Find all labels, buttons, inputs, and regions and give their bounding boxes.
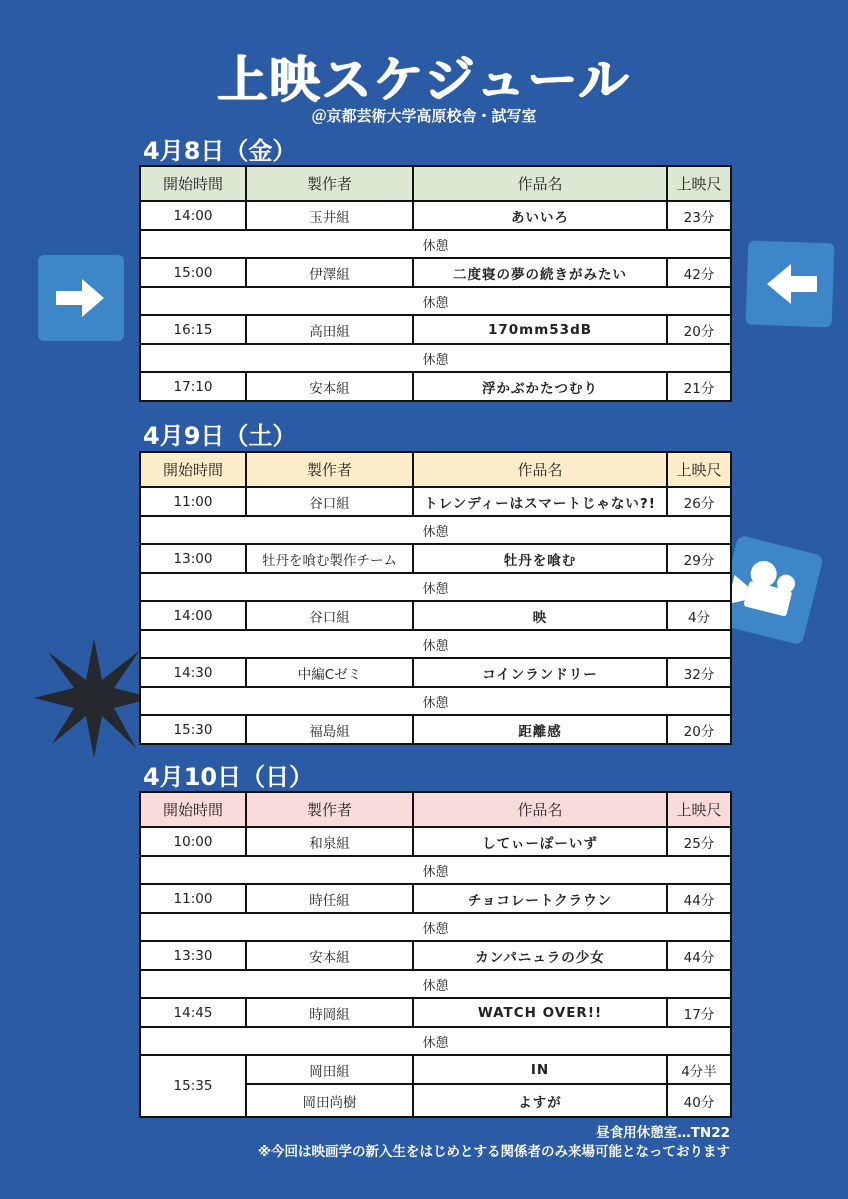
maker: 福島組 [246,715,413,744]
length: 44分 [667,884,731,913]
length: 32分 [667,658,731,687]
table-header-row [140,166,731,201]
day-heading-apr9: 4月9日（土） [143,422,297,450]
work-title: IN [413,1055,667,1084]
table-row [140,201,731,230]
start-time: 13:00 [140,544,246,573]
maker: 岡田組 [246,1055,413,1084]
break-row [140,344,731,372]
start-time: 11:00 [140,884,246,913]
arrow-right-icon [38,255,124,341]
break-label: 休憩 [140,1027,731,1055]
header-maker: 製作者 [246,792,413,827]
length: 4分 [667,601,731,630]
length: 40分 [667,1084,731,1117]
break-label: 休憩 [140,573,731,601]
page-title: 上映スケジュール [217,51,631,109]
access-note: ※今回は映画学の新入生をはじめとする関係者のみ来場可能となっております [257,1144,730,1160]
arrow-left-icon [745,238,837,330]
work-title: チョコレートクラウン [413,884,667,913]
table-row [140,941,731,970]
break-label: 休憩 [140,970,731,998]
start-time: 13:30 [140,941,246,970]
header-length: 上映尺 [667,166,731,201]
break-label: 休憩 [140,687,731,715]
header-start-time: 開始時間 [140,452,246,487]
length: 21分 [667,372,731,401]
start-time: 17:10 [140,372,246,401]
work-title: 浮かぶかたつむり [413,372,667,401]
table-row [140,658,731,687]
lunch-room-note: 昼食用休憩室…TN22 [596,1125,730,1141]
length: 25分 [667,827,731,856]
break-label: 休憩 [140,856,731,884]
table-row [140,487,731,516]
schedule-table-apr9 [139,451,732,745]
starburst-icon [32,636,156,760]
maker: 高田組 [246,315,413,344]
header-work: 作品名 [413,166,667,201]
day-heading-apr10: 4月10日（日） [143,763,314,791]
start-time: 11:00 [140,487,246,516]
table-row [140,544,731,573]
break-row [140,913,731,941]
break-label: 休憩 [140,230,731,258]
maker: 伊澤組 [246,258,413,287]
table-row [140,601,731,630]
table-row [140,884,731,913]
work-title: カンパニュラの少女 [413,941,667,970]
break-row [140,287,731,315]
header-start-time: 開始時間 [140,792,246,827]
table-header-row [140,452,731,487]
table-row [140,715,731,744]
work-title: 二度寝の夢の続きがみたい [413,258,667,287]
break-row [140,573,731,601]
maker: 安本組 [246,941,413,970]
work-title: 映 [413,601,667,630]
length: 26分 [667,487,731,516]
header-length: 上映尺 [667,452,731,487]
table-row [140,1055,731,1084]
maker: 時任組 [246,884,413,913]
header-maker: 製作者 [246,166,413,201]
break-row [140,630,731,658]
schedule-table-apr10 [139,791,732,1118]
work-title: コインランドリー [413,658,667,687]
header-start-time: 開始時間 [140,166,246,201]
maker: 玉井組 [246,201,413,230]
work-title: トレンディーはスマートじゃない?! [413,487,667,516]
break-label: 休憩 [140,913,731,941]
start-time: 15:35 [140,1055,246,1117]
start-time: 16:15 [140,315,246,344]
work-title: あいいろ [413,201,667,230]
break-label: 休憩 [140,630,731,658]
work-title: してぃーぽーいず [413,827,667,856]
break-row [140,1027,731,1055]
maker: 谷口組 [246,487,413,516]
maker: 牡丹を喰む製作チーム [246,544,413,573]
length: 44分 [667,941,731,970]
break-label: 休憩 [140,344,731,372]
length: 20分 [667,715,731,744]
header-maker: 製作者 [246,452,413,487]
table-header-row [140,792,731,827]
start-time: 14:45 [140,998,246,1027]
table-row [140,998,731,1027]
table-row [140,315,731,344]
break-row [140,230,731,258]
work-title: WATCH OVER!! [413,998,667,1027]
table-row [140,258,731,287]
start-time: 14:30 [140,658,246,687]
break-row [140,516,731,544]
work-title: 牡丹を喰む [413,544,667,573]
maker: 時岡組 [246,998,413,1027]
day-heading-apr8: 4月8日（金） [143,137,297,165]
maker: 谷口組 [246,601,413,630]
break-label: 休憩 [140,516,731,544]
start-time: 15:30 [140,715,246,744]
table-row [140,372,731,401]
break-row [140,856,731,884]
length: 42分 [667,258,731,287]
maker: 中編Cゼミ [246,658,413,687]
break-row [140,687,731,715]
work-title: 170mm53dB [413,315,667,344]
start-time: 14:00 [140,601,246,630]
start-time: 14:00 [140,201,246,230]
schedule-table-apr8 [139,165,732,402]
header-length: 上映尺 [667,792,731,827]
length: 17分 [667,998,731,1027]
length: 20分 [667,315,731,344]
work-title: よすが [413,1084,667,1117]
header-work: 作品名 [413,792,667,827]
length: 4分半 [667,1055,731,1084]
maker: 和泉組 [246,827,413,856]
start-time: 15:00 [140,258,246,287]
length: 29分 [667,544,731,573]
break-label: 休憩 [140,287,731,315]
venue-label: ＠京都芸術大学高原校舎・試写室 [311,107,537,125]
maker: 岡田尚樹 [246,1084,413,1117]
table-row [140,827,731,856]
length: 23分 [667,201,731,230]
break-row [140,970,731,998]
start-time: 10:00 [140,827,246,856]
work-title: 距離感 [413,715,667,744]
maker: 安本組 [246,372,413,401]
header-work: 作品名 [413,452,667,487]
